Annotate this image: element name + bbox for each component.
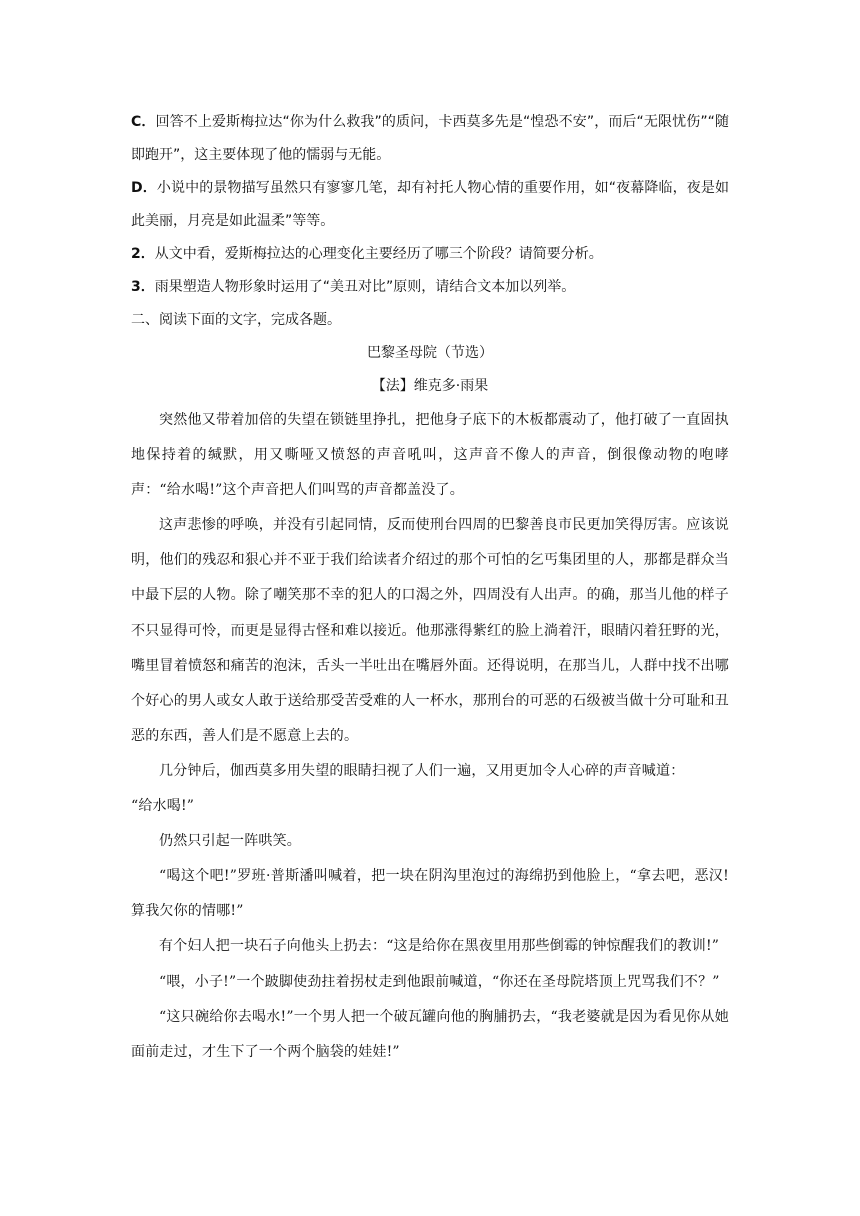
section-2-heading: 二、阅读下面的文字，完成各题。 xyxy=(131,312,341,328)
passage-paragraph-9: “这只碗给你去喝水!”一个男人把一个破瓦罐向他的胸脯扔去，“我老婆就是因为看见你从她面前走过，才生下了一个两个脑袋的娃娃!” xyxy=(131,1008,729,1060)
question-3-text: 雨果塑造人物形象时运用了“美丑对比”原则，请结合文本加以列举。 xyxy=(154,279,576,295)
option-d xyxy=(131,172,729,238)
passage-paragraph-2: 这声悲惨的呼唤，并没有引起同情，反而使刑台四周的巴黎善良市民更加笑得厉害。应该说明，他们的残忍和狠心并不亚于我们给读者介绍过的那个可怕的乞丐集团里的人，那都是群众当中最下层的人物。除了嘲笑那不幸的犯人的口渴之外，四周没有人出声。的确，那当儿他的样子不只显得可怜，而更是显得古怪和难以接近。他那涨得紫红的脸上淌着汗，眼睛闪着狂野的光，嘴里冒着愤怒和痛苦的泡沫，舌头一半吐出在嘴唇外面。还得说明，在那当儿，人群中找不出哪个好心的男人或女人敢于送给那受苦受难的人一杯水，那刑台的可恶的石级被当做十分可耻和丑恶的东西，善人们是不愿意上去的。 xyxy=(131,517,729,744)
question-3 xyxy=(131,271,729,304)
passage-paragraph-6: “喝这个吧!”罗班·普斯潘叫喊着，把一块在阴沟里泡过的海绵扔到他脸上，“拿去吧，恶汉!算我欠你的情哪!” xyxy=(131,868,729,920)
question-2-label: 2． xyxy=(131,246,155,262)
passage-paragraph-5: 仍然只引起一阵哄笑。 xyxy=(159,833,301,850)
option-d-label: D． xyxy=(131,180,157,196)
passage-paragraph-4: “给水喝!” xyxy=(131,798,195,815)
option-c-text: 回答不上爱斯梅拉达“你为什么救我”的质问，卡西莫多先是“惶恐不安”，而后“无限忧伤”“随即跑开”，这主要体现了他的懦弱与无能。 xyxy=(131,114,729,163)
document-page xyxy=(131,106,729,1070)
passage-paragraph-8: “喂，小子!”一个跛脚使劲拄着拐杖走到他跟前喊道，“你还在圣母院塔顶上咒骂我们不？” xyxy=(159,973,720,990)
question-3-label: 3． xyxy=(131,279,155,295)
question-2-text: 从文中看，爱斯梅拉达的心理变化主要经历了哪三个阶段？请简要分析。 xyxy=(154,246,603,262)
passage-author: 【法】维克多·雨果 xyxy=(371,378,489,394)
option-c xyxy=(131,106,729,172)
option-d-text: 小说中的景物描写虽然只有寥寥几笔，却有衬托人物心情的重要作用，如“夜幕降临，夜是如此美丽，月亮是如此温柔”等等。 xyxy=(131,180,729,229)
option-c-label: C． xyxy=(131,114,156,130)
passage-paragraph-7: 有个妇人把一块石子向他头上扔去：“这是给你在黑夜里用那些倒霉的钟惊醒我们的教训!” xyxy=(159,938,720,955)
passage-paragraph-3: 几分钟后，伽西莫多用失望的眼睛扫视了人们一遍，又用更加令人心碎的声音喊道： xyxy=(159,762,685,779)
passage-title: 巴黎圣母院（节选） xyxy=(367,345,493,361)
passage-paragraph-1: 突然他又带着加倍的失望在锁链里挣扎，把他身子底下的木板都震动了，他打破了一直固执地保持着的缄默，用又嘶哑又愤怒的声音吼叫，这声音不像人的声音，倒很像动物的咆哮声：“给水喝!”这个声音把人们叫骂的声音都盖没了。 xyxy=(131,412,729,499)
question-2 xyxy=(131,238,729,271)
